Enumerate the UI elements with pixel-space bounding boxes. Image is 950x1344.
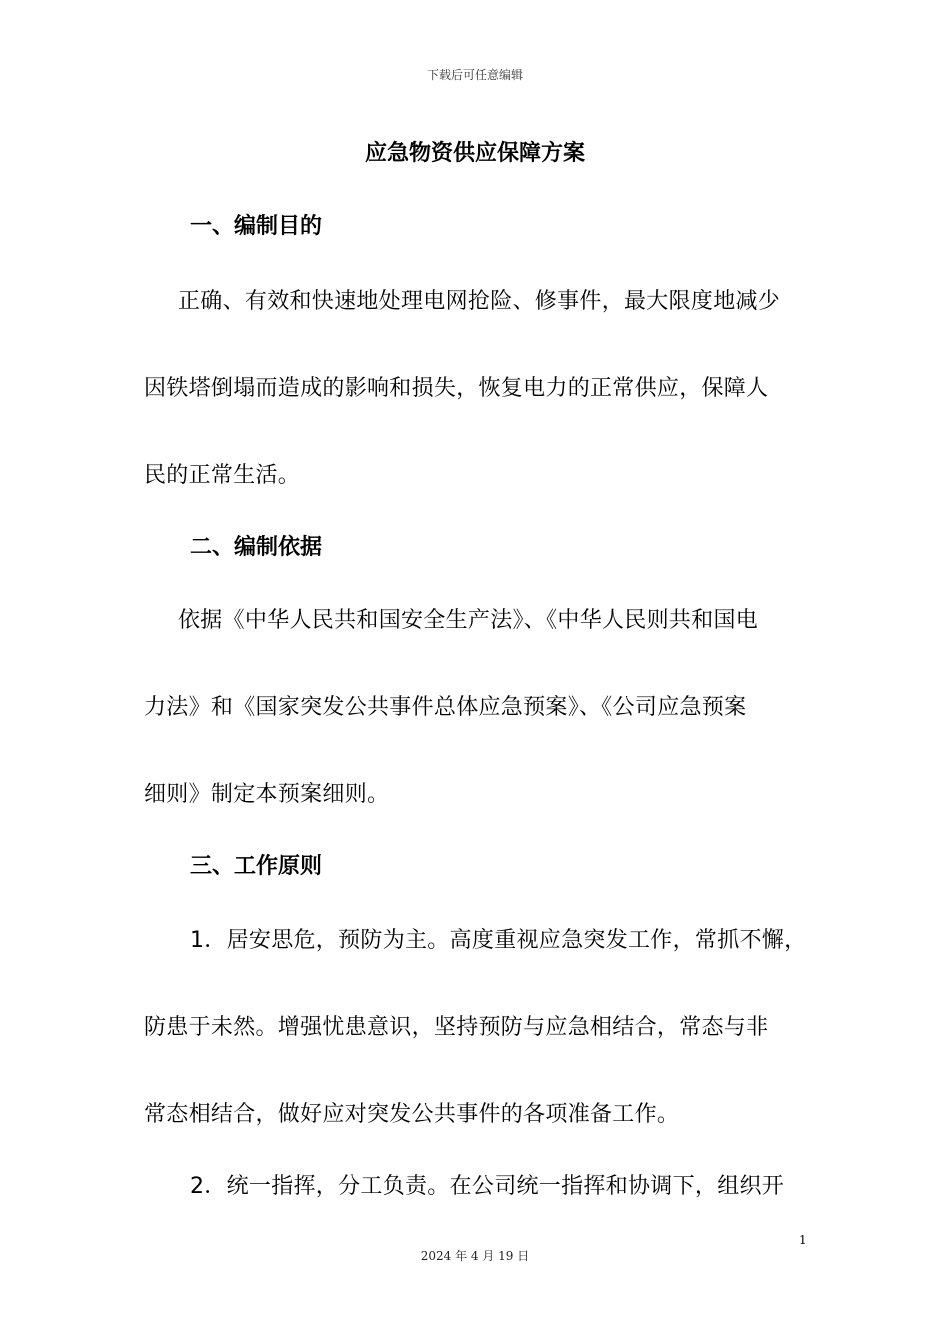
section-heading-basis: 二、编制依据: [190, 535, 323, 560]
paragraph-line: 力法》和《国家突发公共事件总体应急预案》、《公司应急预案: [144, 695, 747, 720]
paragraph-line: 防患于未然。增强忧患意识，坚持预防与应急相结合，常态与非: [144, 1015, 769, 1040]
document-title: 应急物资供应保障方案: [364, 141, 585, 166]
page-number: 1: [799, 1233, 807, 1247]
paragraph-line: 依据《中华人民共和国安全生产法》、《中华人民则共和国电: [178, 608, 759, 633]
paragraph-line: 细则》制定本预案细则。: [144, 782, 390, 807]
paragraph-line: 常态相结合，做好应对突发公共事件的各项准备工作。: [144, 1102, 680, 1127]
paragraph-line: 2．统一指挥，分工负责。在公司统一指挥和协调下，组织开: [190, 1174, 785, 1199]
header-note: 下载后可任意编辑: [426, 68, 523, 82]
paragraph-line: 民的正常生活。: [144, 463, 301, 488]
paragraph-line: 因铁塔倒塌而造成的影响和损失，恢复电力的正常供应，保障人: [144, 376, 769, 401]
paragraph-line: 1．居安思危，预防为主。高度重视应急突发工作，常抓不懈，: [190, 928, 807, 953]
section-heading-purpose: 一、编制目的: [190, 214, 323, 239]
paragraph-line: 正确、有效和快速地处理电网抢险、修事件，最大限度地减少: [178, 289, 781, 314]
footer-date: 2024 年 4 月 19 日: [420, 1249, 530, 1263]
section-heading-principles: 三、工作原则: [190, 854, 323, 879]
